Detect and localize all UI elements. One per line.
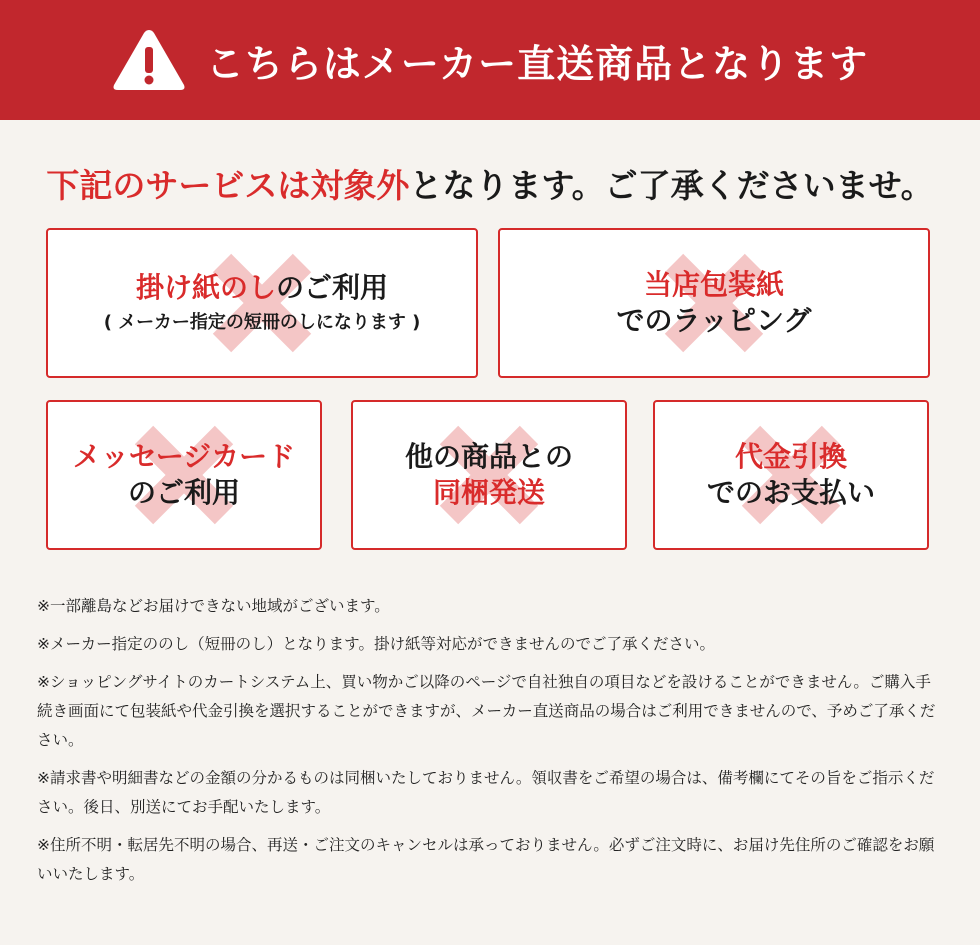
wrapping-label: でのラッピング [616,304,812,337]
cod-red-label: 代金引換 [734,440,847,473]
note-item: ※メーカー指定ののし（短冊のし）となります。掛け紙等対応ができませんのでご了承ください。 [37,635,715,653]
service-box-cod [653,400,929,550]
noshi-sub-label: ( メーカー指定の短冊のしになります ) [103,312,421,333]
notes-list [37,592,943,898]
headline-red-text: 下記のサービスは対象外 [46,166,410,205]
noshi-label: のご利用 [276,271,389,304]
noshi-red-label: 掛け紙のし [135,271,276,304]
note-item: ※住所不明・転居先不明の場合、再送・ご注文のキャンセルは承っておりません。必ずご注文時に、お届け先住所のご確認をお願いいたします。 [37,836,935,883]
card-red-label: メッセージカード [72,440,296,473]
card-label: のご利用 [127,476,240,509]
banner-title: こちらはメーカー直送商品となります [205,41,869,86]
headline-text: となります。ご了承くださいませ。 [409,166,934,205]
service-box-bundle [351,400,627,550]
warning-icon [112,27,186,93]
cod-label: でのお支払い [706,476,875,509]
bundle-label: 他の商品との [404,440,573,473]
service-box-noshi [46,228,478,378]
headline [0,160,980,207]
bundle-red-label: 同梱発送 [432,476,545,509]
service-box-wrapping [498,228,930,378]
note-item: ※請求書や明細書などの金額の分かるものは同梱いたしておりません。領収書をご希望の場合は、備考欄にてその旨をご指示ください。後日、別送にてお手配いたします。 [37,769,935,816]
wrapping-red-label: 当店包装紙 [643,268,784,301]
note-item: ※一部離島などお届けできない地域がございます。 [37,597,390,615]
header-banner [0,0,980,120]
service-box-card [46,400,322,550]
note-item: ※ショッピングサイトのカートシステム上、買い物かご以降のページで自社独自の項目などを設けることができません。ご購入手続き画面にて包装紙や代金引換を選択することができますが、メーカー直送商品の場合はご利用できませんので、予めご了承ください。 [37,673,936,749]
